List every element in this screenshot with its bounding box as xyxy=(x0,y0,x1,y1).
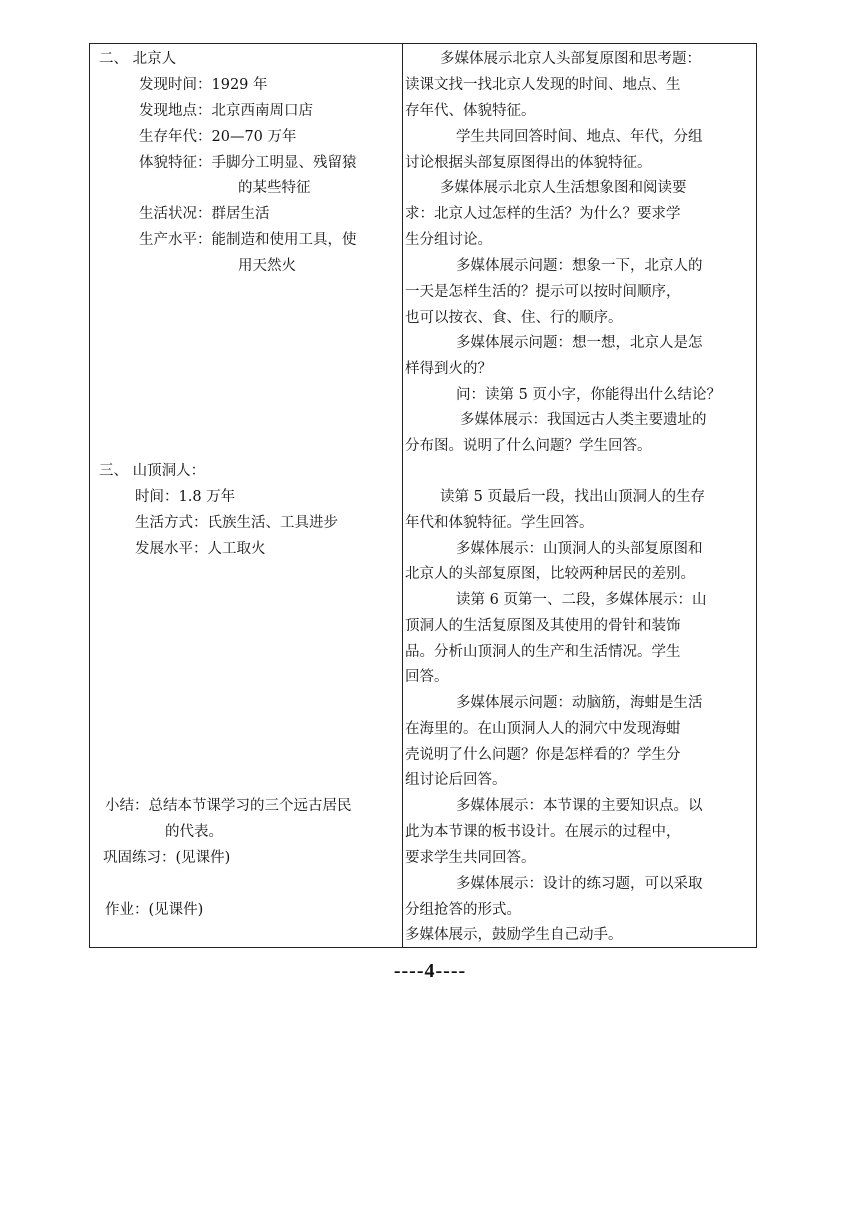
right-line: 分组抢答的形式。 xyxy=(405,902,521,918)
bj-life: 生活状况：群居生活 xyxy=(139,206,270,222)
right-line: 讨论根据头部复原图得出的体貌特征。 xyxy=(405,155,652,171)
right-line: 多媒体展示北京人生活想象图和阅读要 xyxy=(440,180,687,196)
right-line: 此为本节课的板书设计。在展示的过程中， xyxy=(405,824,681,840)
column-divider xyxy=(402,43,403,948)
bj-time: 发现时间：1929 年 xyxy=(139,77,268,93)
right-line: 多媒体展示问题：动脑筋，海蚶是生活 xyxy=(456,695,703,711)
right-line: 北京人的头部复原图，比较两种居民的差别。 xyxy=(405,566,695,582)
right-line: 多媒体展示问题：想一想，北京人是怎 xyxy=(456,335,703,351)
bj-prod-2: 用天然火 xyxy=(238,258,296,274)
right-line: 读第 6 页第一、二段，多媒体展示：山 xyxy=(456,592,707,608)
right-line: 多媒体展示问题：想象一下，北京人的 xyxy=(456,258,703,274)
right-line: 一天是怎样生活的？提示可以按时间顺序， xyxy=(405,284,681,300)
right-line: 读课文找一找北京人发现的时间、地点、生 xyxy=(405,77,681,93)
right-line: 多媒体展示北京人头部复原图和思考题： xyxy=(440,51,701,67)
right-line: 样得到火的？ xyxy=(405,361,492,377)
right-line: 年代和体貌特征。学生回答。 xyxy=(405,515,594,531)
right-line: 多媒体展示：设计的练习题，可以采取 xyxy=(456,876,703,892)
right-line: 组讨论后回答。 xyxy=(405,772,507,788)
right-line: 壳说明了什么问题？你是怎样看的？学生分 xyxy=(405,747,681,763)
right-line: 回答。 xyxy=(405,669,449,685)
right-line: 多媒体展示，鼓励学生自己动手。 xyxy=(405,927,623,943)
right-line: 学生共同回答时间、地点、年代，分组 xyxy=(456,129,703,145)
right-line: 问：读第 5 页小字，你能得出什么结论？ xyxy=(456,387,721,403)
page-number: ----4---- xyxy=(393,960,467,982)
right-line: 顶洞人的生活复原图及其使用的骨针和装饰 xyxy=(405,618,681,634)
right-line: 要求学生共同回答。 xyxy=(405,850,536,866)
right-line: 品。分析山顶洞人的生产和生活情况。学生 xyxy=(405,644,681,660)
bj-prod-1: 生产水平：能制造和使用工具，使 xyxy=(139,232,357,248)
right-line: 在海里的。在山顶洞人人的洞穴中发现海蚶 xyxy=(405,721,681,737)
right-line: 分布图。说明了什么问题？学生回答。 xyxy=(405,438,652,454)
sd-level: 发展水平：人工取火 xyxy=(135,541,266,557)
summary-1: 小结：总结本节课学习的三个远古居民 xyxy=(105,798,352,814)
right-line: 也可以按衣、食、住、行的顺序。 xyxy=(405,310,623,326)
sd-time: 时间：1.8 万年 xyxy=(135,489,236,505)
section2-heading: 二、 北京人 xyxy=(99,51,177,67)
bj-place: 发现地点：北京西南周口店 xyxy=(139,103,313,119)
sd-lifestyle: 生活方式：氏族生活、工具进步 xyxy=(135,515,338,531)
summary-2: 的代表。 xyxy=(165,824,223,840)
right-line: 多媒体展示：我国远古人类主要遗址的 xyxy=(460,412,707,428)
right-line: 多媒体展示：本节课的主要知识点。以 xyxy=(456,798,703,814)
right-line: 生分组讨论。 xyxy=(405,232,492,248)
homework: 作业：(见课件) xyxy=(105,902,204,918)
right-line: 求：北京人过怎样的生活？为什么？要求学 xyxy=(405,206,681,222)
practice: 巩固练习：(见课件) xyxy=(103,850,231,866)
bj-features-1: 体貌特征：手脚分工明显、残留猿 xyxy=(139,155,357,171)
right-line: 读第 5 页最后一段，找出山顶洞人的生存 xyxy=(440,489,705,505)
section3-heading: 三、 山顶洞人： xyxy=(99,463,206,479)
bj-era: 生存年代：20—70 万年 xyxy=(139,129,297,145)
right-line: 多媒体展示：山顶洞人的头部复原图和 xyxy=(456,541,703,557)
bj-features-2: 的某些特征 xyxy=(238,180,311,196)
right-line: 存年代、体貌特征。 xyxy=(405,103,536,119)
